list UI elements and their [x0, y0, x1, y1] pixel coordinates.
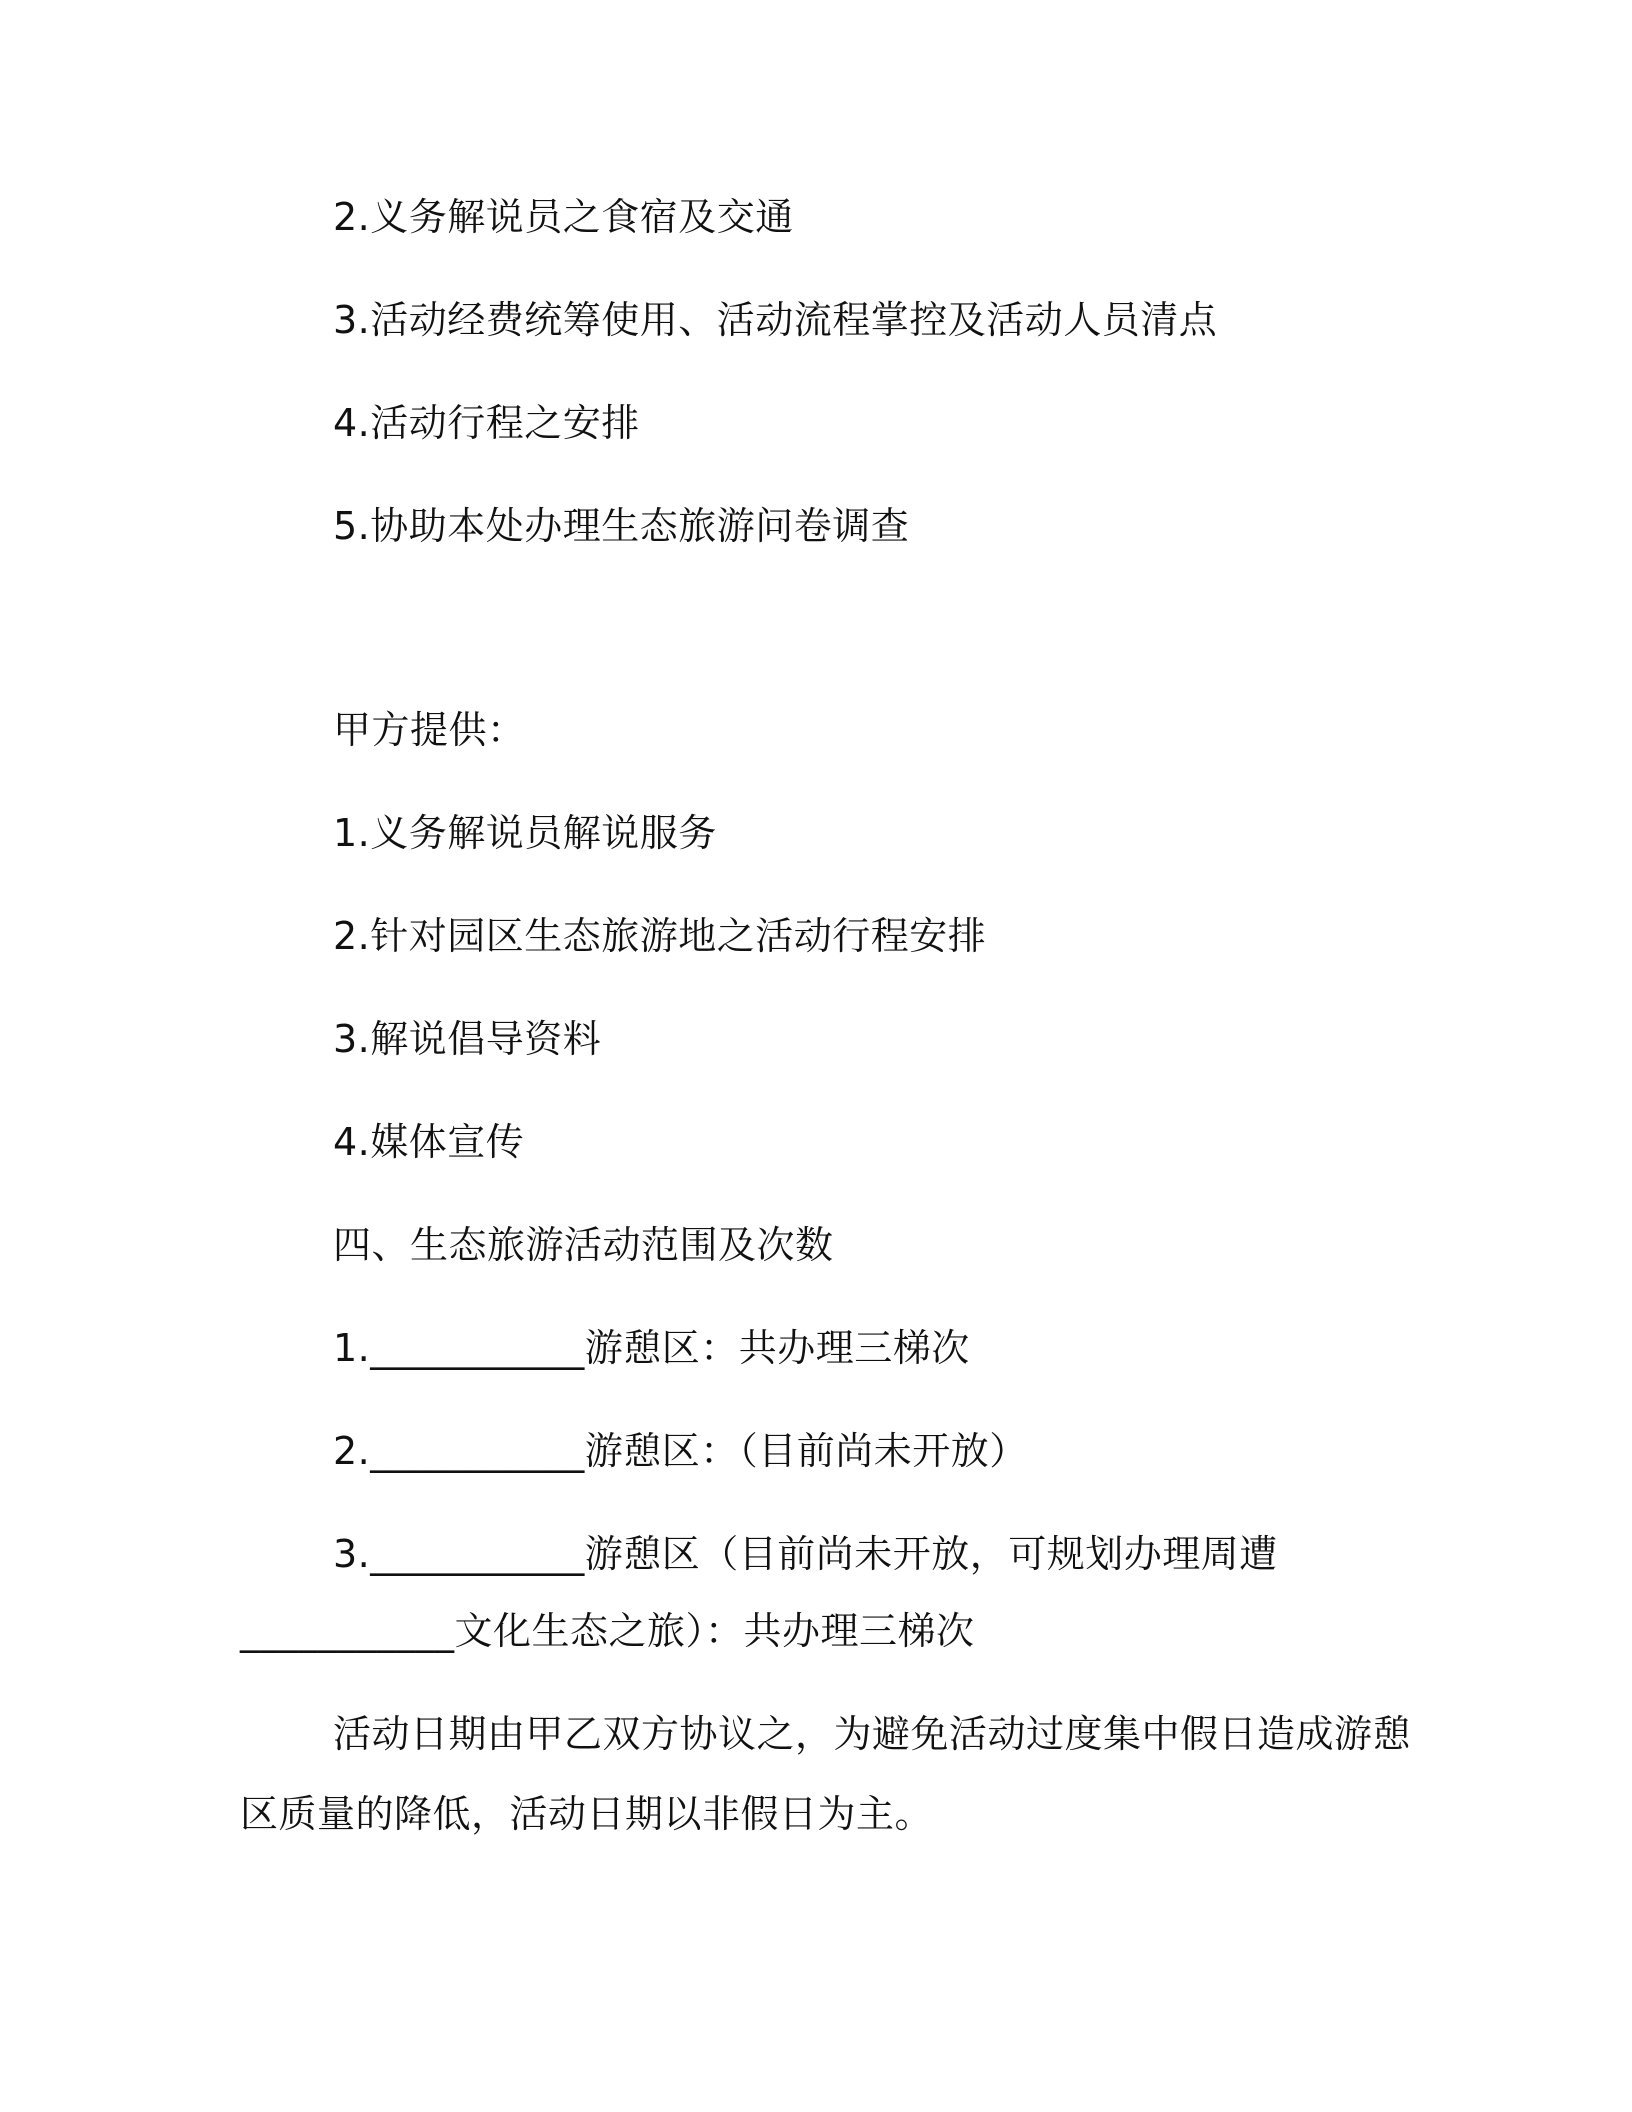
duty-item-2: 2.义务解说员之食宿及交通: [333, 195, 794, 239]
duty-item-3: 3.活动经费统筹使用、活动流程掌控及活动人员清点: [333, 298, 1218, 342]
schedule-paragraph-line-2: 区质量的降低，活动日期以非假日为主。: [240, 1792, 934, 1836]
party-a-item-2: 2.针对园区生态旅游地之活动行程安排: [333, 914, 987, 958]
party-a-heading: 甲方提供：: [333, 708, 526, 752]
party-a-item-3: 3.解说倡导资料: [333, 1017, 602, 1061]
duty-item-5: 5.协助本处办理生态旅游问卷调查: [333, 504, 910, 548]
area-item-3-continued: ___________文化生态之旅）：共办理三梯次: [240, 1609, 975, 1653]
area-item-1: 1.___________游憩区：共办理三梯次: [333, 1326, 970, 1370]
duty-item-4: 4.活动行程之安排: [333, 401, 640, 445]
area-item-2: 2.___________游憩区：（目前尚未开放）: [333, 1429, 1028, 1473]
section-four-heading: 四、生态旅游活动范围及次数: [333, 1223, 834, 1267]
party-a-item-1: 1.义务解说员解说服务: [333, 811, 717, 855]
schedule-paragraph-line-1: 活动日期由甲乙双方协议之，为避免活动过度集中假日造成游憩: [333, 1712, 1412, 1756]
area-item-3: 3.___________游憩区（目前尚未开放，可规划办理周遭: [333, 1532, 1278, 1576]
party-a-item-4: 4.媒体宣传: [333, 1120, 525, 1164]
